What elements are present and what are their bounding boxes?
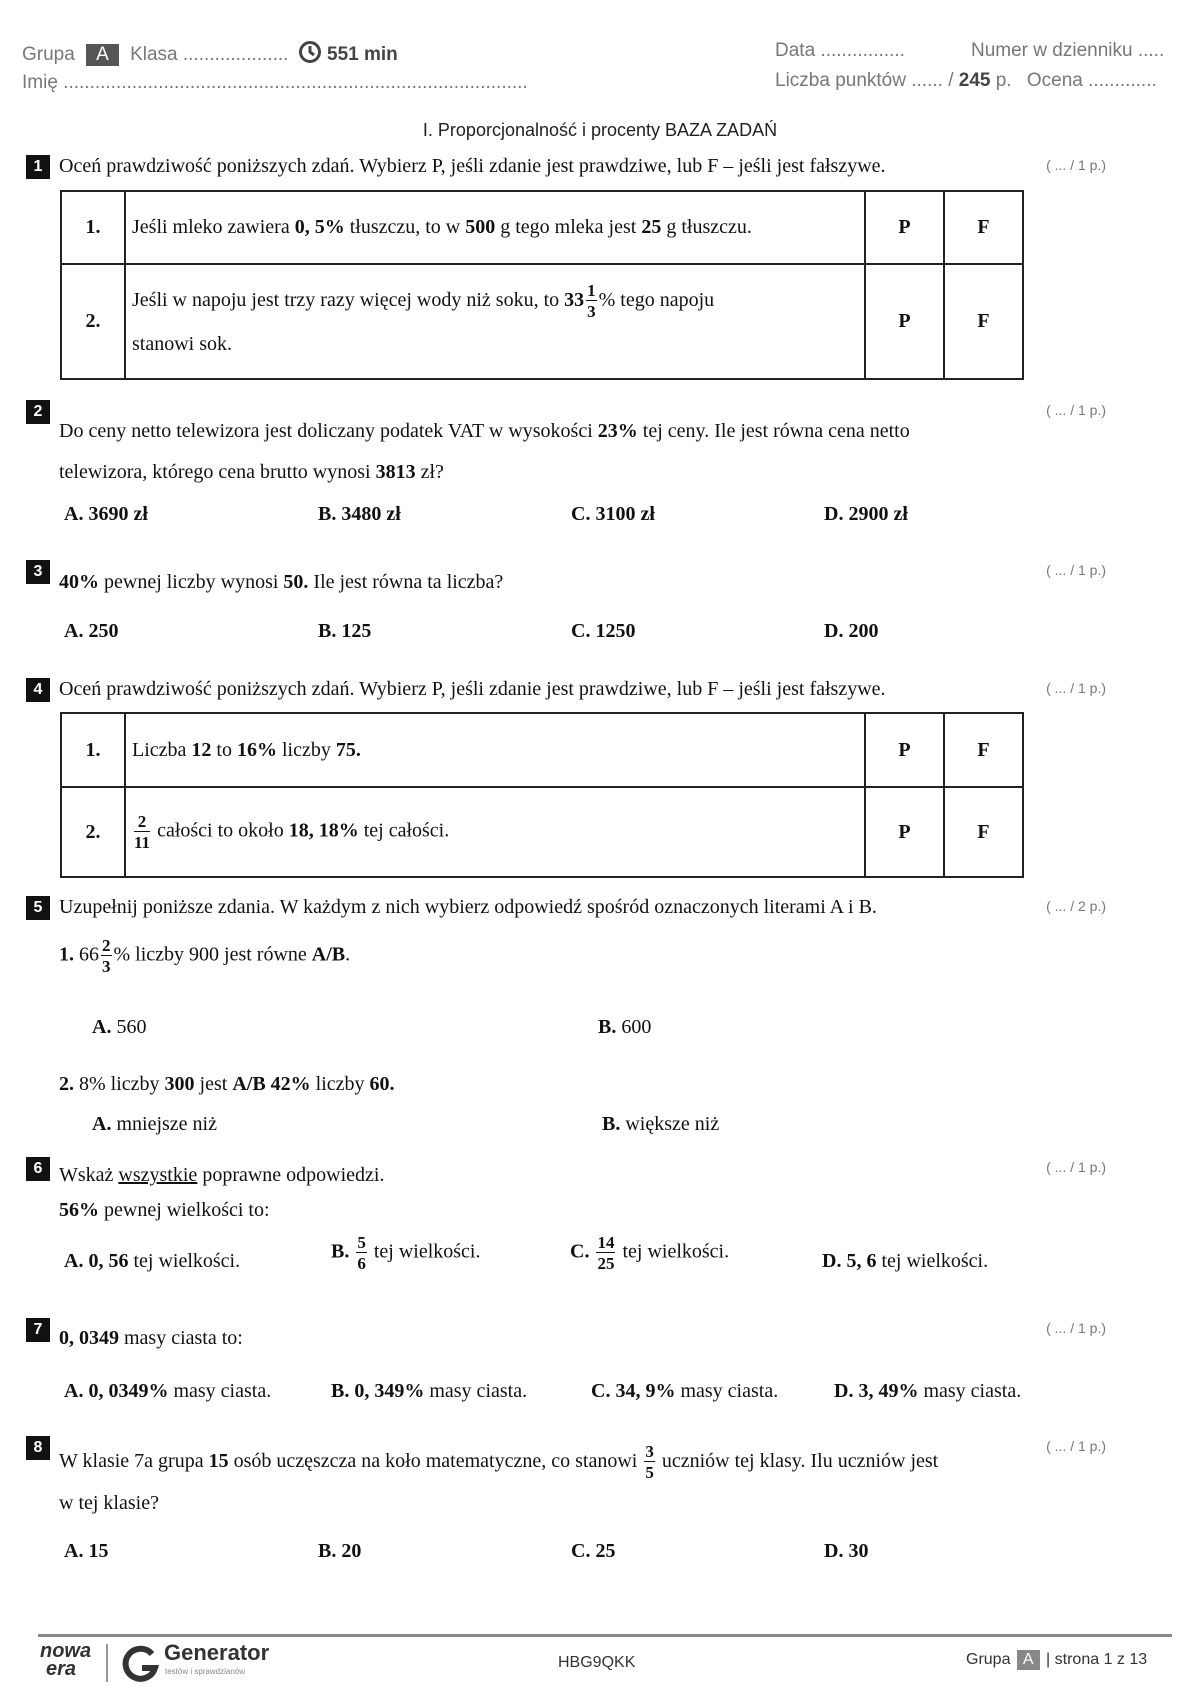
question-2-text: Do ceny netto telewizora jest doliczany podatek VAT w wysokości 23% tej ceny. Ile jest równa cena netto telewizora, którego cena brutto wynosi 3813 zł? bbox=[59, 420, 910, 483]
answer-p-button[interactable]: P bbox=[865, 191, 944, 264]
nowa-era-logo: nowa era bbox=[40, 1640, 92, 1680]
generator-logo-sub: testów i sprawdzianów bbox=[165, 1667, 246, 1676]
answer-p-button[interactable]: P bbox=[865, 787, 944, 877]
question-4-number: 4 bbox=[26, 678, 50, 702]
answer-option[interactable]: D. 3, 49% masy ciasta. bbox=[834, 1380, 1022, 1402]
answer-option[interactable]: C. 25 bbox=[571, 1540, 616, 1562]
answer-option[interactable]: D. 30 bbox=[824, 1540, 869, 1562]
question-7-number: 7 bbox=[26, 1318, 50, 1342]
question-3-text: 40% pewnej liczby wynosi 50. Ile jest równa ta liczba? bbox=[59, 571, 504, 593]
footer-logo-divider bbox=[106, 1644, 108, 1682]
data-field[interactable]: Data ................ bbox=[775, 40, 905, 61]
question-1-text: Oceń prawdziwość poniższych zdań. Wybierz P, jeśli zdanie jest prawdziwe, lub F – jeśli jest fałszywe. bbox=[59, 155, 886, 177]
imie-field[interactable]: Imię ........................................................................................ bbox=[22, 72, 528, 93]
question-8-number: 8 bbox=[26, 1436, 50, 1460]
question-6-number: 6 bbox=[26, 1157, 50, 1181]
table-row: 2. $\frac{2}{11}$ całości to około 18, 18% tej całości. P F bbox=[61, 787, 1023, 877]
answer-option[interactable]: B. 600 bbox=[598, 1016, 652, 1038]
question-6-points: ( ... / 1 p.) bbox=[1046, 1159, 1106, 1175]
answer-option[interactable]: A. 250 bbox=[64, 620, 119, 642]
question-7-points: ( ... / 1 p.) bbox=[1046, 1320, 1106, 1336]
table-row: 2. Jeśli w napoju jest trzy razy więcej wody niż soku, to 33 $\frac{1}{3}$ % tego napoju stanowi sok. P F bbox=[61, 264, 1023, 379]
points-max: 245 bbox=[958, 70, 991, 91]
table-row: 1. Liczba 12 to 16% liczby 75. P F bbox=[61, 713, 1023, 787]
footer-code: HBG9QKK bbox=[558, 1654, 636, 1671]
statement-2: $\frac{2}{11}$ całości to około 18, 18% tej całości. bbox=[125, 787, 865, 877]
header-group bbox=[22, 40, 398, 70]
footer-divider bbox=[38, 1634, 1172, 1637]
answer-option[interactable]: A. 0, 56 tej wielkości. bbox=[64, 1250, 241, 1272]
question-8-text: W klasie 7a grupa 15 osób uczęszcza na koło matematyczne, co stanowi $\frac{3}{5}$ uczniów tej klasy. Ilu uczniów jest w tej klasie? bbox=[59, 1442, 939, 1514]
question-7-text: 0, 0349 masy ciasta to: bbox=[59, 1327, 243, 1349]
question-4-table bbox=[60, 712, 1024, 878]
page-indicator: | strona 1 z 13 bbox=[1046, 1651, 1148, 1668]
answer-option[interactable]: B. 0, 349% masy ciasta. bbox=[331, 1380, 528, 1402]
points-label: Liczba punktów ...... / bbox=[775, 70, 954, 91]
question-4-points: ( ... / 1 p.) bbox=[1046, 680, 1106, 696]
question-3-points: ( ... / 1 p.) bbox=[1046, 562, 1106, 578]
question-1-number: 1 bbox=[26, 155, 50, 179]
grupa-label: Grupa bbox=[22, 44, 75, 65]
answer-option[interactable]: B. 20 bbox=[318, 1540, 362, 1562]
time-limit: 551 min bbox=[327, 44, 398, 65]
question-5-points: ( ... / 2 p.) bbox=[1046, 898, 1106, 914]
answer-option[interactable]: B. $\frac{5}{6}$ tej wielkości. bbox=[331, 1233, 481, 1273]
statement-1: Liczba 12 to 16% liczby 75. bbox=[125, 713, 865, 787]
answer-option[interactable]: D. 200 bbox=[824, 620, 879, 642]
answer-option[interactable]: A. 3690 zł bbox=[64, 503, 148, 525]
answer-option[interactable]: C. 3100 zł bbox=[571, 503, 655, 525]
answer-p-button[interactable]: P bbox=[865, 713, 944, 787]
generator-logo-text: Generator bbox=[164, 1640, 270, 1665]
question-8-points: ( ... / 1 p.) bbox=[1046, 1438, 1106, 1454]
answer-option[interactable]: B. większe niż bbox=[602, 1113, 720, 1135]
footer-group-page: Grupa A | strona 1 z 13 bbox=[966, 1651, 1148, 1668]
answer-option[interactable]: B. 3480 zł bbox=[318, 503, 401, 525]
question-1-table bbox=[60, 190, 1024, 380]
points-summary bbox=[775, 70, 1157, 92]
question-3-number: 3 bbox=[26, 560, 50, 584]
section-title: I. Proporcjonalność i procenty BAZA ZADAŃ bbox=[422, 120, 778, 140]
clock-icon bbox=[298, 40, 322, 70]
answer-option[interactable]: D. 5, 6 tej wielkości. bbox=[822, 1250, 989, 1272]
answer-f-button[interactable]: F bbox=[944, 264, 1023, 379]
question-5-number: 5 bbox=[26, 896, 50, 920]
answer-f-button[interactable]: F bbox=[944, 713, 1023, 787]
grupa-badge: A bbox=[86, 44, 119, 66]
statement-1: Jeśli mleko zawiera 0, 5% tłuszczu, to w 500 g tego mleka jest 25 g tłuszczu. bbox=[125, 191, 865, 264]
answer-option[interactable]: D. 2900 zł bbox=[824, 503, 908, 525]
question-6-text: Wskaż wszystkie poprawne odpowiedzi. 56% pewnej wielkości to: bbox=[59, 1164, 385, 1221]
answer-option[interactable]: C. 1250 bbox=[571, 620, 636, 642]
points-unit: p. bbox=[995, 70, 1012, 91]
question-2-points: ( ... / 1 p.) bbox=[1046, 402, 1106, 418]
question-5-sentence-2: 2. 8% liczby 300 jest A/B 42% liczby 60. bbox=[59, 1073, 395, 1095]
table-row: 1. Jeśli mleko zawiera 0, 5% tłuszczu, to w 500 g tego mleka jest 25 g tłuszczu. P F bbox=[61, 191, 1023, 264]
answer-option[interactable]: C. 34, 9% masy ciasta. bbox=[591, 1380, 779, 1402]
answer-p-button[interactable]: P bbox=[865, 264, 944, 379]
answer-option[interactable]: C. $\frac{14}{25}$ tej wielkości. bbox=[570, 1233, 730, 1273]
answer-option[interactable]: A. 0, 0349% masy ciasta. bbox=[64, 1380, 272, 1402]
klasa-field[interactable]: Klasa .................... bbox=[130, 44, 289, 65]
statement-2: Jeśli w napoju jest trzy razy więcej wody niż soku, to 33 $\frac{1}{3}$ % tego napoju stanowi sok. bbox=[125, 264, 865, 379]
footer-grupa-badge: A bbox=[1017, 1650, 1040, 1670]
numer-field[interactable]: Numer w dzienniku ..... bbox=[971, 40, 1165, 61]
answer-option[interactable]: B. 125 bbox=[318, 620, 372, 642]
ocena-field[interactable]: Ocena ............. bbox=[1026, 70, 1157, 91]
question-1-points: ( ... / 1 p.) bbox=[1046, 157, 1106, 173]
question-2-number: 2 bbox=[26, 400, 50, 424]
answer-option[interactable]: A. 560 bbox=[92, 1016, 147, 1038]
generator-logo-icon bbox=[120, 1644, 160, 1689]
answer-f-button[interactable]: F bbox=[944, 191, 1023, 264]
question-5-text: Uzupełnij poniższe zdania. W każdym z nich wybierz odpowiedź spośród oznaczonych literami A i B. bbox=[59, 896, 877, 918]
answer-option[interactable]: A. 15 bbox=[64, 1540, 109, 1562]
answer-f-button[interactable]: F bbox=[944, 787, 1023, 877]
question-4-text: Oceń prawdziwość poniższych zdań. Wybierz P, jeśli zdanie jest prawdziwe, lub F – jeśli jest fałszywe. bbox=[59, 678, 886, 700]
answer-option[interactable]: A. mniejsze niż bbox=[92, 1113, 217, 1135]
question-5-sentence-1: 1. 66 $\frac{2}{3}$ % liczby 900 jest równe A/B. bbox=[59, 936, 351, 976]
